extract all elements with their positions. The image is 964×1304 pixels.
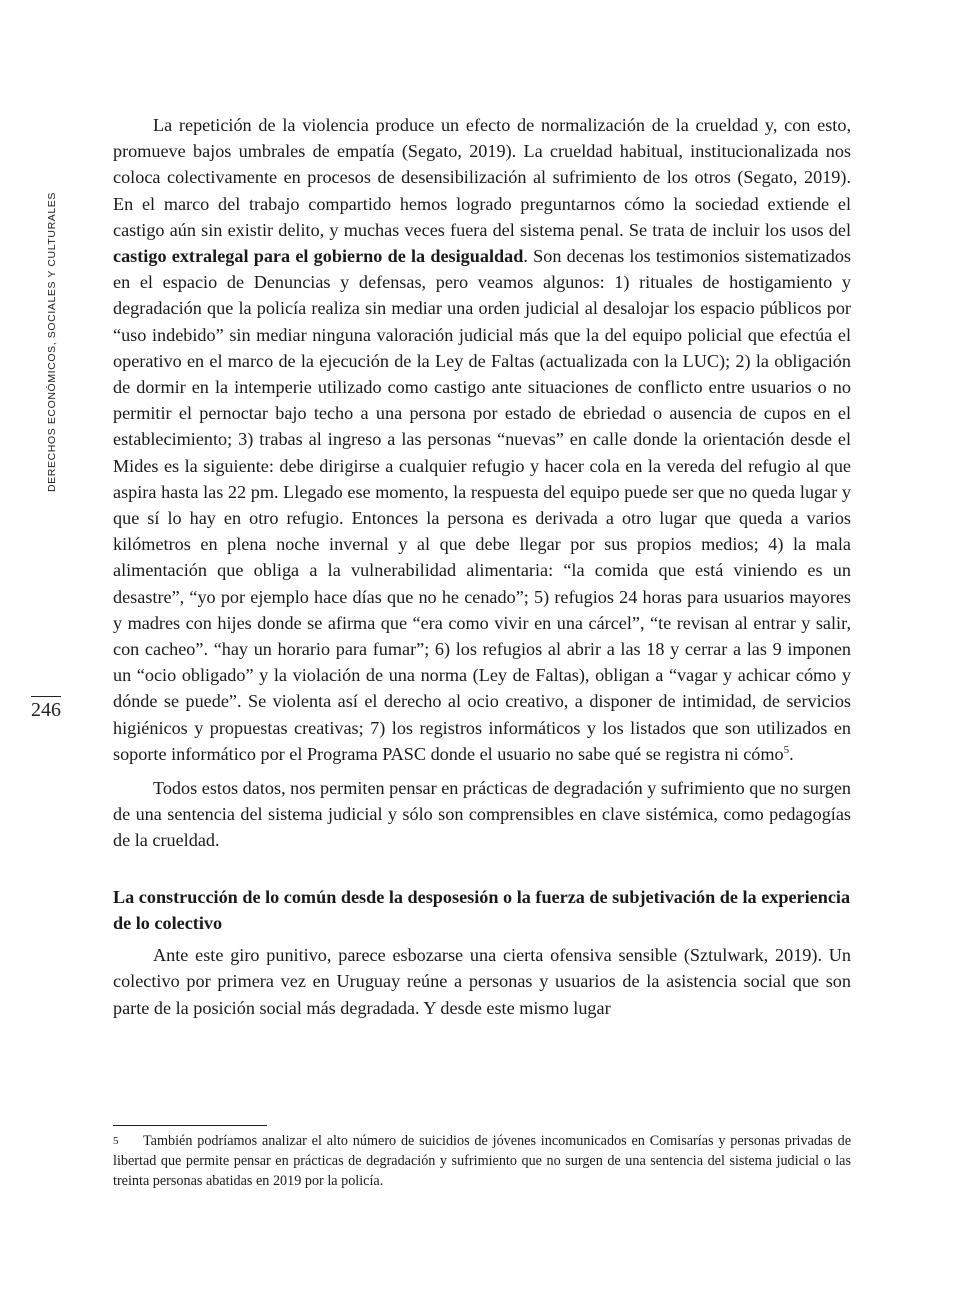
emphasis-text: castigo extralegal para el gobierno de la desigualdad bbox=[113, 246, 524, 267]
paragraph-1: La repetición de la violencia produce un efecto de normalización de la crueldad y, con esto, promueve bajos umbrales de empatía (Segato, 2019). La crueldad habitual, institucionalizada nos coloca colectivamente en procesos de desensibilización al sufrimiento de los otros (Segato, 2019). En el marco del trabajo compartido hemos logrado preguntarnos cómo la sociedad extiende el castigo aún sin existir delito, y muchas veces fuera del sistema penal. Se trata de incluir los usos del castigo extralegal para el gobierno de la desigualdad. Son decenas los testimonios sistematizados en el espacio de Denuncias y defensas, pero veamos algunos: 1) rituales de hostigamiento y degradación que la policía realiza sin mediar una orden judicial al desalojar los espacio públicos por “uso indebido” sin mediar ninguna valoración judicial más que la del equipo policial que efectúa el operativo en el marco de la ejecución de la Ley de Faltas (actualizada con la LUC); 2) la obligación de dormir en la intemperie utilizado como castigo ante situaciones de conflicto entre usuarios o no permitir el pernoctar bajo techo a una persona por estado de ebriedad o ausencia de cupos en el establecimiento; 3) trabas al ingreso a las personas “nuevas” en calle donde la orientación desde el Mides es la siguiente: debe dirigirse a cualquier refugio y hacer cola en la vereda del refugio al que aspira hasta las 22 pm. Llegado ese momento, la respuesta del equipo puede ser que no queda lugar y que sí lo hay en otro refugio. Entonces la persona es derivada a otro lugar que queda a varios kilómetros en plena noche invernal y al que debe llegar por sus propios medios; 4) la mala alimentación que obliga a la vulnerabilidad alimentaria: “la comida que está viniendo es un desastre”, “yo por ejemplo hace días que no he cenado”; 5) refugios 24 horas para usuarios mayores y madres con hijes donde se afirma que “era como vivir en una cárcel”, “te revisan al entrar y salir, con cacheo”. “hay un horario para fumar”; 6) los refugios al abrir a las 18 y cerrar a las 9 imponen un “ocio obligado” y la violación de una norma (Ley de Faltas), obligan a “vagar y achicar cómo y dónde se puede”. Se violenta así el derecho al ocio creativo, a disponer de intimidad, de servicios higiénicos y propuestas creativas; 7) los registros informáticos y los listados que son utilizados en soporte informático por el Programa PASC donde el usuario no sabe qué se registra ni cómo$^5$. bbox=[113, 115, 851, 764]
footnote-text: También podríamos analizar el alto número de suicidios de jóvenes incomunicados en Comisarías y personas privadas de libertad que permite pensar en prácticas de degradación y sufrimiento que no surgen de una sentencia del sistema judicial o las treinta personas abatidas en 2019 por la policía. bbox=[113, 1133, 851, 1189]
section-heading: La construcción de lo común desde la desposesión o la fuerza de subjetivación de la experiencia de lo colectivo bbox=[113, 886, 851, 933]
page-number: 246 bbox=[31, 696, 61, 722]
paragraph-3: Ante este giro punitivo, parece esbozarse una cierta ofensiva sensible (Sztulwark, 2019). Un colectivo por primera vez en Uruguay reúne a personas y usuarios de la asistencia social que son parte de la posición social más degradada. Y desde este mismo lugar bbox=[113, 945, 851, 1018]
paragraph-2: Todos estos datos, nos permiten pensar en prácticas de degradación y sufrimiento que no surgen de una sentencia del sistema judicial y sólo son comprensibles en clave sistémica, como pedagogías de la crueldad. bbox=[113, 778, 851, 851]
footnote-reference[interactable]: 5 bbox=[783, 743, 790, 756]
footnote bbox=[113, 1131, 851, 1191]
main-text bbox=[113, 112, 851, 1021]
footnote-mark: 5 bbox=[113, 1135, 119, 1147]
running-header: DERECHOS ECONÓMICOS, SOCIALES Y CULTURALES bbox=[46, 192, 58, 493]
footnote-divider bbox=[113, 1125, 267, 1126]
